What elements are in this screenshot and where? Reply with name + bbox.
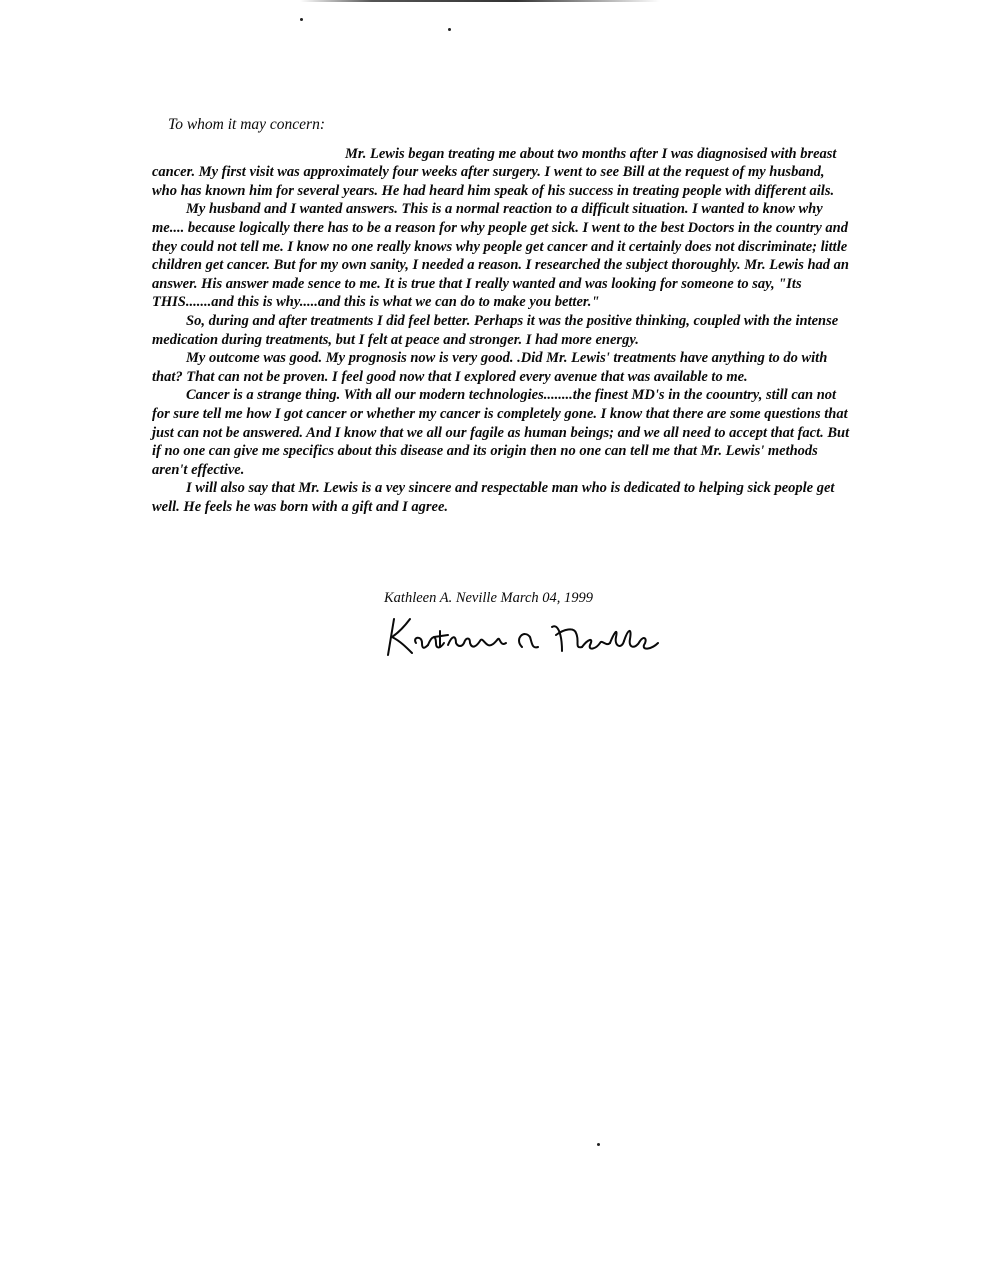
paragraph-2: My husband and I wanted answers. This is a normal reaction to a difficult situation. I wanted to know why me.... because logically there has to be a reason for why people get sick. I went to the best Doctors in the country and they could not tell me. I know no one really knows why people get cancer and it certainly does not discriminate; little children get cancer. But for my own sanity, I needed a reason. I researched the subject thoroughly. Mr. Lewis had an answer. His answer made sence to me. It is true that I really wanted and was looking for someone to say, "Its THIS.......and this is why.....and this is what we can do to make you better.": [152, 201, 849, 311]
scan-speck: [597, 1143, 600, 1146]
paragraph-5: Cancer is a strange thing. With all our modern technologies........the finest MD's in the coountry, still can not for sure tell me how I got cancer or whether my cancer is completely gone. I know that there are some questions that just can not be answered. And I know that we all our fagile as human beings; and we all need to accept that fact. But if no one can give me specifics about this disease and its origin then no one can tell me that Mr. Lewis' methods aren't effective.: [152, 387, 850, 478]
paragraph-4: My outcome was good. My prognosis now is very good. .Did Mr. Lewis' treatments have anything to do with that? That can not be proven. I feel good now that I explored every avenue that was available to me.: [152, 350, 828, 385]
paragraph-6: I will also say that Mr. Lewis is a vey sincere and respectable man who is dedicated to helping sick people get well. He feels he was born with a gift and I agree.: [152, 480, 835, 515]
paragraph-3: So, during and after treatments I did feel better. Perhaps it was the positive thinking, coupled with the intense medication during treatments, but I felt at peace and stronger. I had more energy.: [152, 312, 839, 348]
paragraph-1: Mr. Lewis began treating me about two months after I was diagnosised with breast cancer. My first visit was approximately four weeks after surgery. I went to see Bill at the request of my husband, who has known him for several years. He had heard him speak of his success in treating people with different ails.: [152, 145, 837, 199]
signature-block: [384, 590, 784, 659]
handwritten-signature-icon: [384, 613, 669, 659]
letter-body: [152, 116, 852, 516]
scan-speck: [448, 28, 451, 31]
scan-edge-mark: [300, 0, 660, 2]
salutation: To whom it may concern:: [168, 116, 325, 133]
printed-name-date: Kathleen A. Neville March 04, 1999: [384, 590, 594, 606]
scan-speck: [300, 18, 303, 21]
